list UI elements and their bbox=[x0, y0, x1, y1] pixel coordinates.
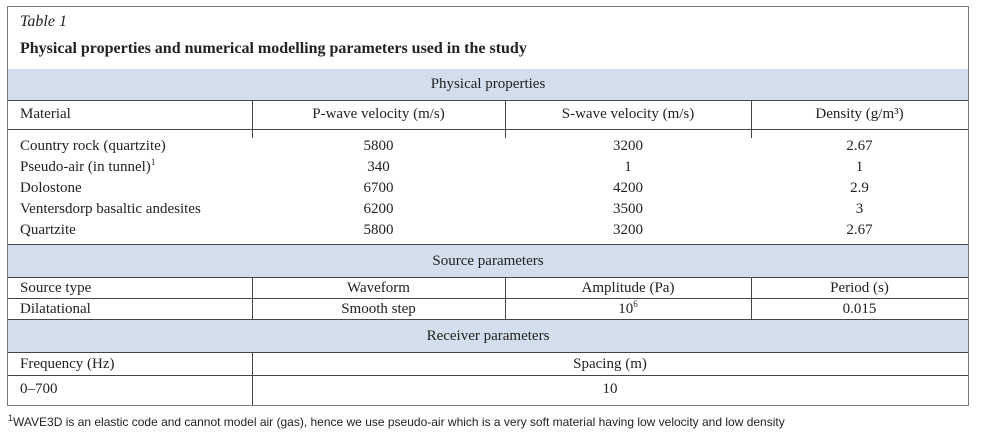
column-header-s-wave: S-wave velocity (m/s) bbox=[561, 106, 695, 122]
table-cell: 1 bbox=[855, 159, 864, 175]
table-1 bbox=[7, 6, 969, 406]
table-cell: 340 bbox=[367, 159, 390, 175]
table-cell: 2.67 bbox=[846, 138, 873, 154]
column-header-source-type: Source type bbox=[20, 280, 92, 296]
table-cell: 3200 bbox=[613, 222, 643, 238]
column-header-waveform: Waveform bbox=[347, 280, 410, 296]
divider bbox=[8, 129, 968, 130]
table-cell: Smooth step bbox=[341, 301, 416, 317]
table-cell: Ventersdorp basaltic andesites bbox=[20, 201, 201, 217]
table-cell: Dilatational bbox=[20, 301, 91, 317]
divider bbox=[8, 298, 968, 299]
table-cell: 5800 bbox=[363, 222, 394, 238]
divider bbox=[8, 352, 968, 353]
table-cell: Dolostone bbox=[20, 180, 82, 196]
table-cell: 3500 bbox=[613, 201, 643, 217]
table-cell: 10 bbox=[602, 381, 618, 397]
divider bbox=[8, 277, 968, 278]
table-cell: Quartzite bbox=[20, 222, 76, 238]
divider bbox=[8, 100, 968, 101]
footnote-marker: 1 bbox=[8, 413, 14, 423]
divider bbox=[8, 375, 968, 376]
column-header-spacing: Spacing (m) bbox=[573, 356, 647, 372]
column-header-frequency: Frequency (Hz) bbox=[20, 356, 115, 372]
table-cell: 6200 bbox=[363, 201, 394, 217]
table-cell: 3 bbox=[855, 201, 864, 217]
table-cell: 6700 bbox=[363, 180, 394, 196]
table-cell: 2.67 bbox=[846, 222, 873, 238]
table-title: Physical properties and numerical modelling parameters used in the study bbox=[20, 40, 527, 57]
physical-properties-heading: Physical properties bbox=[8, 69, 968, 100]
table-cell: Country rock (quartzite) bbox=[20, 138, 166, 154]
table-cell bbox=[20, 159, 155, 176]
source-parameters-heading: Source parameters bbox=[8, 245, 968, 277]
table-cell: 1 bbox=[624, 159, 632, 175]
column-header-period: Period (s) bbox=[830, 280, 889, 296]
table-cell: 0.015 bbox=[842, 301, 877, 317]
table-cell: 4200 bbox=[613, 180, 643, 196]
table-cell: 2.9 bbox=[850, 180, 869, 196]
exponent: 6 bbox=[633, 299, 638, 309]
column-header-density: Density (g/m³) bbox=[815, 106, 904, 122]
table-cell: 0–700 bbox=[20, 381, 58, 397]
table-cell-text: 10 bbox=[618, 301, 634, 317]
footnote-text: WAVE3D is an elastic code and cannot model air (gas), hence we use pseudo-air which is a very soft material having low velocity and low density bbox=[13, 415, 785, 429]
footnote-marker: 1 bbox=[150, 157, 156, 167]
receiver-parameters-heading: Receiver parameters bbox=[8, 320, 968, 352]
table-footnote bbox=[8, 415, 785, 429]
table-cell: 5800 bbox=[363, 138, 394, 154]
column-header-amplitude: Amplitude (Pa) bbox=[581, 280, 675, 296]
table-cell: 3200 bbox=[613, 138, 643, 154]
table-label: Table 1 bbox=[20, 13, 67, 30]
table-cell-text: Pseudo-air (in tunnel) bbox=[20, 159, 151, 175]
column-header-p-wave: P-wave velocity (m/s) bbox=[312, 106, 445, 122]
table-cell bbox=[505, 301, 751, 318]
column-header-material: Material bbox=[20, 106, 71, 122]
